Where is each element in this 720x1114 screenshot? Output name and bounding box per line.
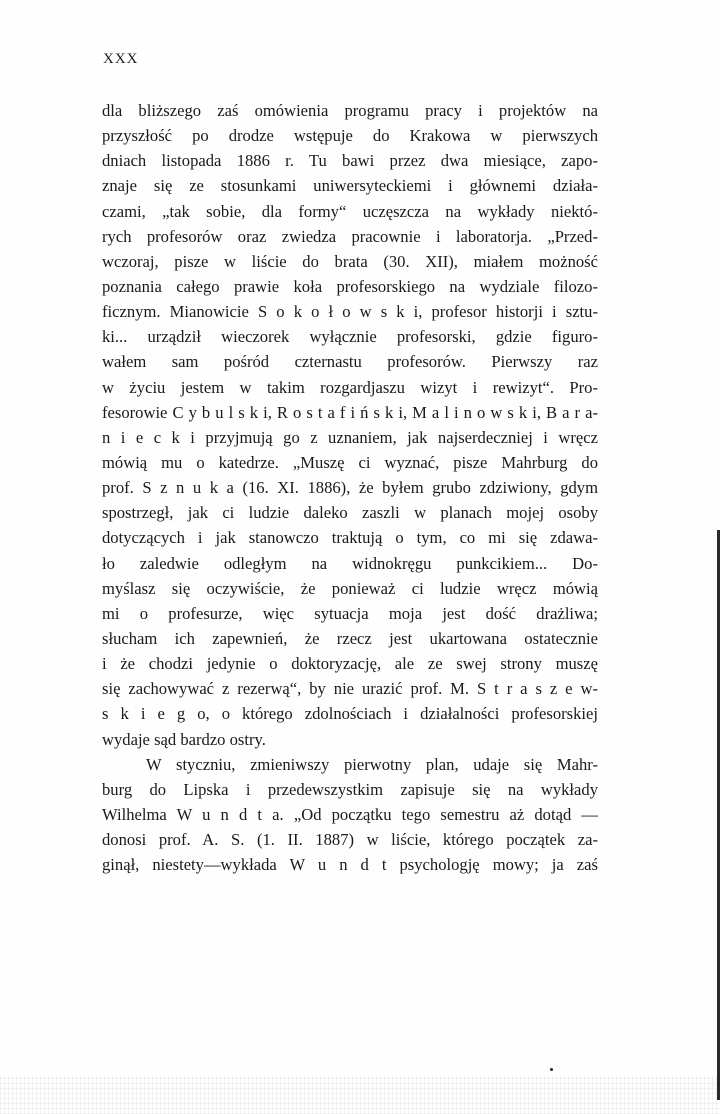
text-line-26: wydaje sąd bardzo ostry.	[102, 729, 266, 749]
text-line-7: wczoraj, pisze w liście do brata (30. XII), miałem możność	[102, 251, 598, 271]
ink-speck	[550, 1068, 553, 1071]
text-line-6: rych profesorów oraz zwiedza pracownie i laboratorja. „Przed-	[102, 226, 598, 246]
text-line-1: dla bliższego zaś omówienia programu pracy i projektów na	[102, 101, 598, 120]
text-line-29: Wilhelma W u n d t a. „Od początku tego semestru aż dotąd —	[102, 804, 598, 824]
text-line-3: dniach listopada 1886 r. Tu bawi przez dwa miesiące, zapo-	[102, 151, 598, 171]
body-text	[102, 98, 598, 877]
text-line-18: dotyczących i jak stanowczo traktują o tym, co mi się zdawa-	[102, 528, 598, 548]
scan-noise	[0, 1076, 720, 1114]
text-line-8: poznania całego prawie koła profesorskiego na wydziale filozo-	[102, 276, 598, 296]
text-line-30: donosi prof. A. S. (1. II. 1887) w liście, którego początek za-	[102, 830, 598, 850]
text-line-28: burg do Lipska i przedewszystkim zapisuje się na wykłady	[102, 779, 598, 799]
text-line-21: mi o profesurze, więc sytuacja moja jest dość drażliwa;	[102, 603, 598, 623]
text-line-13: fesorowie C y b u l s k i, R o s t a f i ń s k i, M a l i n o w s k i, B a r a-	[102, 402, 598, 422]
text-line-20: myślasz się oczywiście, że ponieważ ci ludzie wręcz mówią	[102, 578, 598, 598]
text-line-14: n i e c k i przyjmują go z uznaniem, jak najserdeczniej i wręcz	[102, 427, 598, 447]
text-line-16: prof. S z n u k a (16. XI. 1886), że byłem grubo zdziwiony, gdym	[102, 478, 598, 498]
text-line-31: ginął, niestety—wykłada W u n d t psychologję mowy; ja zaś	[102, 855, 598, 875]
text-line-22: słucham ich zapewnień, że rzecz jest ukartowana ostatecznie	[102, 628, 598, 648]
text-line-25: s k i e g o, o którego zdolnościach i działalności profesorskiej	[102, 704, 598, 724]
text-line-2: przyszłość po drodze wstępuje do Krakowa w pierwszych	[102, 126, 598, 146]
text-line-4: znaje się ze stosunkami uniwersyteckiemi i głównemi działa-	[102, 176, 598, 196]
page-number: XXX	[103, 51, 139, 67]
text-line-27: W styczniu, zmieniwszy pierwotny plan, udaje się Mahr-	[146, 754, 598, 774]
text-line-11: wałem sam pośród czternastu profesorów. Pierwszy raz	[102, 352, 598, 372]
text-line-10: ki... urządził wieczorek wyłącznie profesorski, gdzie figuro-	[102, 327, 598, 347]
text-line-15: mówią mu o katedrze. „Muszę ci wyznać, pisze Mahrburg do	[102, 452, 598, 472]
text-line-9: ficznym. Mianowicie S o k o ł o w s k i, profesor historji i sztu-	[102, 302, 598, 322]
text-line-12: w życiu jestem w takim rozgardjaszu wizyt i rewizyt“. Pro-	[102, 377, 598, 397]
text-line-24: się zachowywać z rezerwą“, by nie urazić prof. M. S t r a s z e w-	[102, 679, 598, 699]
text-line-5: czami, „tak sobie, dla formy“ uczęszcza na wykłady niektó-	[102, 201, 598, 221]
text-line-23: i że chodzi jedynie o doktoryzację, ale ze swej strony muszę	[102, 654, 598, 674]
text-line-19: ło zaledwie odległym na widnokręgu punkcikiem... Do-	[102, 553, 598, 573]
text-line-17: spostrzegł, jak ci ludzie daleko zaszli w planach mojej osoby	[102, 503, 598, 523]
